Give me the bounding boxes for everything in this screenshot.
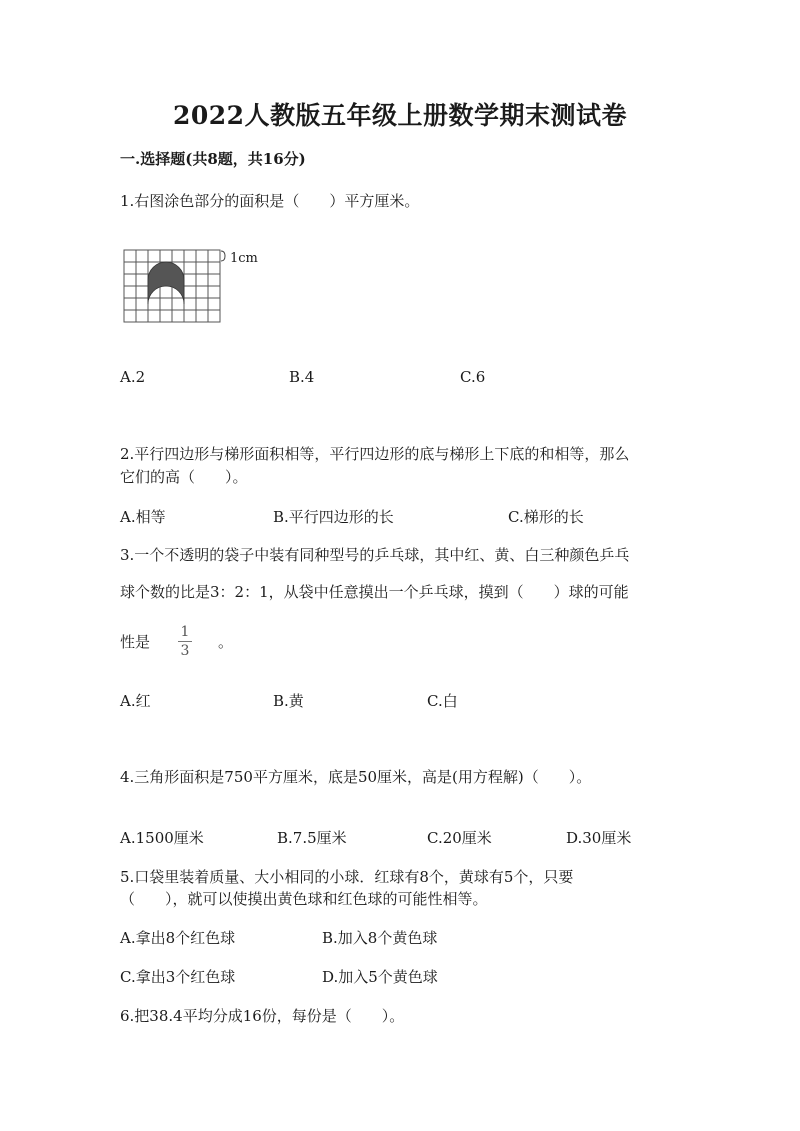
fraction-numerator: 1 [180, 624, 190, 640]
question-5-stem-line-2: （ ），就可以使摸出黄色球和红色球的可能性相等。 [120, 890, 488, 908]
question-3-stem-line-3-suffix: 。 [218, 633, 234, 651]
question-5-option-a: A.拿出8个红色球 [120, 929, 236, 947]
question-3-option-a: A.红 [120, 692, 151, 710]
question-1-option-c: C.6 [460, 368, 486, 386]
question-5-option-c: C.拿出3个红色球 [120, 968, 236, 986]
question-5-option-b: B.加入8个黄色球 [322, 929, 438, 947]
question-3-option-c: C.白 [427, 692, 458, 710]
question-3-stem-line-3-prefix: 性是 [120, 633, 151, 651]
question-6-stem: 6.把38.4平均分成16份，每份是（ ）。 [120, 1007, 405, 1025]
section-heading: 一.选择题(共8题，共16分) [120, 150, 306, 168]
page-title: 2022人教版五年级上册数学期末测试卷 [172, 101, 628, 130]
figure-unit-label: 1cm [230, 251, 258, 266]
question-2-option-c: C.梯形的长 [508, 508, 584, 526]
question-5-stem-line-1: 5.口袋里装着质量、大小相同的小球．红球有8个，黄球有5个，只要 [120, 868, 574, 886]
fraction-bar [178, 641, 192, 642]
question-2-option-b: B.平行四边形的长 [273, 508, 394, 526]
question-1-option-a: A.2 [120, 368, 146, 386]
question-2-stem-line-1: 2.平行四边形与梯形面积相等，平行四边形的底与梯形上下底的和相等，那么 [120, 445, 630, 463]
question-5-option-d: D.加入5个黄色球 [322, 968, 438, 986]
question-4-option-a: A.1500厘米 [120, 829, 204, 847]
question-4-stem: 4.三角形面积是750平方厘米，底是50厘米，高是(用方程解)（ ）。 [120, 768, 592, 786]
question-3-option-b: B.黄 [273, 692, 304, 710]
question-4-option-b: B.7.5厘米 [277, 829, 347, 847]
question-4-option-c: C.20厘米 [427, 829, 492, 847]
dimension-bracket [221, 251, 225, 261]
question-3-stem-line-1: 3.一个不透明的袋子中装有同种型号的乒乓球，其中红、黄、白三种颜色乒乓 [120, 546, 630, 564]
question-2-option-a: A.相等 [120, 508, 166, 526]
question-4-option-d: D.30厘米 [566, 829, 632, 847]
question-1-option-b: B.4 [289, 368, 315, 386]
question-3-stem-line-2: 球个数的比是3：2：1，从袋中任意摸出一个乒乓球，摸到（ ）球的可能 [120, 583, 629, 601]
question-1-stem: 1.右图涂色部分的面积是（ ）平方厘米。 [120, 192, 420, 210]
question-2-stem-line-2: 它们的高（ ）。 [120, 468, 248, 486]
fraction-one-third [178, 624, 192, 659]
fraction-denominator: 3 [180, 643, 190, 659]
